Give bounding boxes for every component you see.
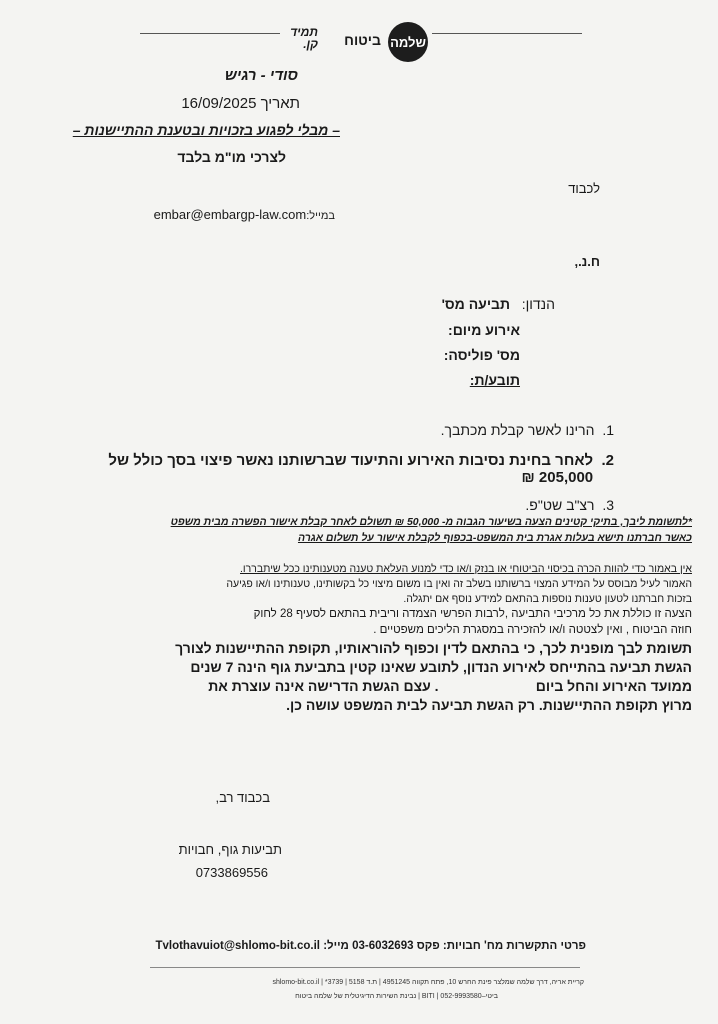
subject-plaintiff: תובע/ת: bbox=[469, 372, 520, 388]
greeting: ח.נ., bbox=[574, 254, 600, 269]
statute-line-1: תשומת לבך מופנית לכך, כי בהתאם לדין וכפוף להוראותיו, תקופת ההתיישנות לצורך bbox=[175, 640, 692, 656]
statute-line-4: מרוץ תקופת ההתיישנות. רק הגשת תביעה לבית המשפט עושה כן. bbox=[286, 697, 692, 713]
header-rule-right bbox=[432, 33, 582, 34]
negotiation-note: לצרכי מו"מ בלבד bbox=[177, 149, 286, 165]
to-label: לכבוד bbox=[568, 181, 600, 196]
disclaimer-line-5: חוזה הביטוח , ואין לצטטה ו/או להזכירה במסגרת הליכים משפטיים . bbox=[373, 624, 692, 636]
phone: 0733869556 bbox=[195, 865, 268, 880]
subject-event: אירוע מיום: bbox=[448, 322, 520, 338]
footer-address: קריית אריה, דרך שלמה שמלצר פינת החרש 10, פתח תקווה 4951245 | ת.ד 5158 | shlomo-bit.co.il | *3739 bbox=[272, 979, 584, 986]
footer-rule bbox=[150, 967, 580, 968]
email-line: במייל:embar@embargp-law.com bbox=[153, 207, 335, 222]
subject-claim: הנדון: תביעה מס' bbox=[441, 296, 555, 312]
statute-line-3: ממועד האירוע והחל ביום . עצם הגשת הדרישה אינה עוצרת את bbox=[208, 678, 692, 694]
footer-biti: ביטי–BITI | 052-9993580 | נבינת השירות הדיגיטלית של שלמה ביטוח bbox=[295, 993, 498, 1000]
item-3: 3. רצ"ב שט"פ. bbox=[525, 497, 614, 513]
header-rule-left bbox=[140, 33, 280, 34]
disclaimer-line-4: הצעה זו כוללת את כל מרכיבי התביעה ,לרבות הפרשי הצמדה וריבית בהתאם לסעיף 28 לחוק bbox=[253, 608, 692, 620]
disclaimer-line-2: האמור לעיל מבוסס על המידע המצוי ברשותנו בשלב זה ואין בו משום מיצוי כל בקשותינו, טענותינו ו/או פגיעה bbox=[226, 578, 692, 590]
document-date: תאריך 16/09/2025 bbox=[181, 95, 300, 112]
company-logo: שלמה bbox=[388, 22, 428, 62]
item-2: 2. לאחר בחינת נסיבות האירוע והתיעוד שברשותנו נאשר פיצוי בסך כולל של 205,000 ₪ bbox=[108, 452, 614, 486]
statute-line-2: הגשת תביעה בהתייחס לאירוע הנדון, לתובע שאינו קטין בתביעת גוף הינה 7 שנים bbox=[190, 659, 692, 675]
item-1: 1. הרינו לאשר קבלת מכתבך. bbox=[440, 422, 614, 438]
disclaimer-line-1: אין באמור כדי להוות הכרה בכיסוי הביטוחי או בנזק ו/או כדי למנוע העלאת טענה מטענותינו ככל שיתבררו. bbox=[240, 563, 692, 575]
disclaimer-line-3: בזכות חברתנו לטעון טענות נוספות בהתאם למידע נוסף אם יתגלה. bbox=[403, 593, 692, 605]
closing: בכבוד רב, bbox=[215, 790, 270, 805]
note-line-1: *לתשומת ליבך, בתיקי קטינים הצעה בשיעור הגבוה מ- 50,000 ₪ תשולם לאחר קבלת אישור הפשרה מבית משפט bbox=[170, 516, 692, 528]
department: תביעות גוף, חבויות bbox=[178, 842, 282, 857]
contact-details: פרטי התקשרות מח' חבויות: פקס 03-6032693 מייל: Tvlothavuiot@shlomo-bit.co.il bbox=[155, 940, 586, 952]
subtitle: – מבלי לפגוע בזכויות ובטענת ההתיישנות – bbox=[72, 122, 340, 138]
classification: סודי - רגיש bbox=[224, 67, 298, 84]
tamid-logo: תמיד קן. bbox=[290, 25, 318, 51]
note-line-2: כאשר חברתנו תישא בעלות אגרת בית המשפט-בכפוף לקבלת אישור על תשלום אגרה bbox=[297, 532, 692, 544]
logo-text: ביטוח bbox=[344, 32, 381, 48]
email[interactable]: embar@embargp-law.com bbox=[153, 207, 307, 222]
subject-policy: מס' פוליסה: bbox=[443, 347, 520, 363]
